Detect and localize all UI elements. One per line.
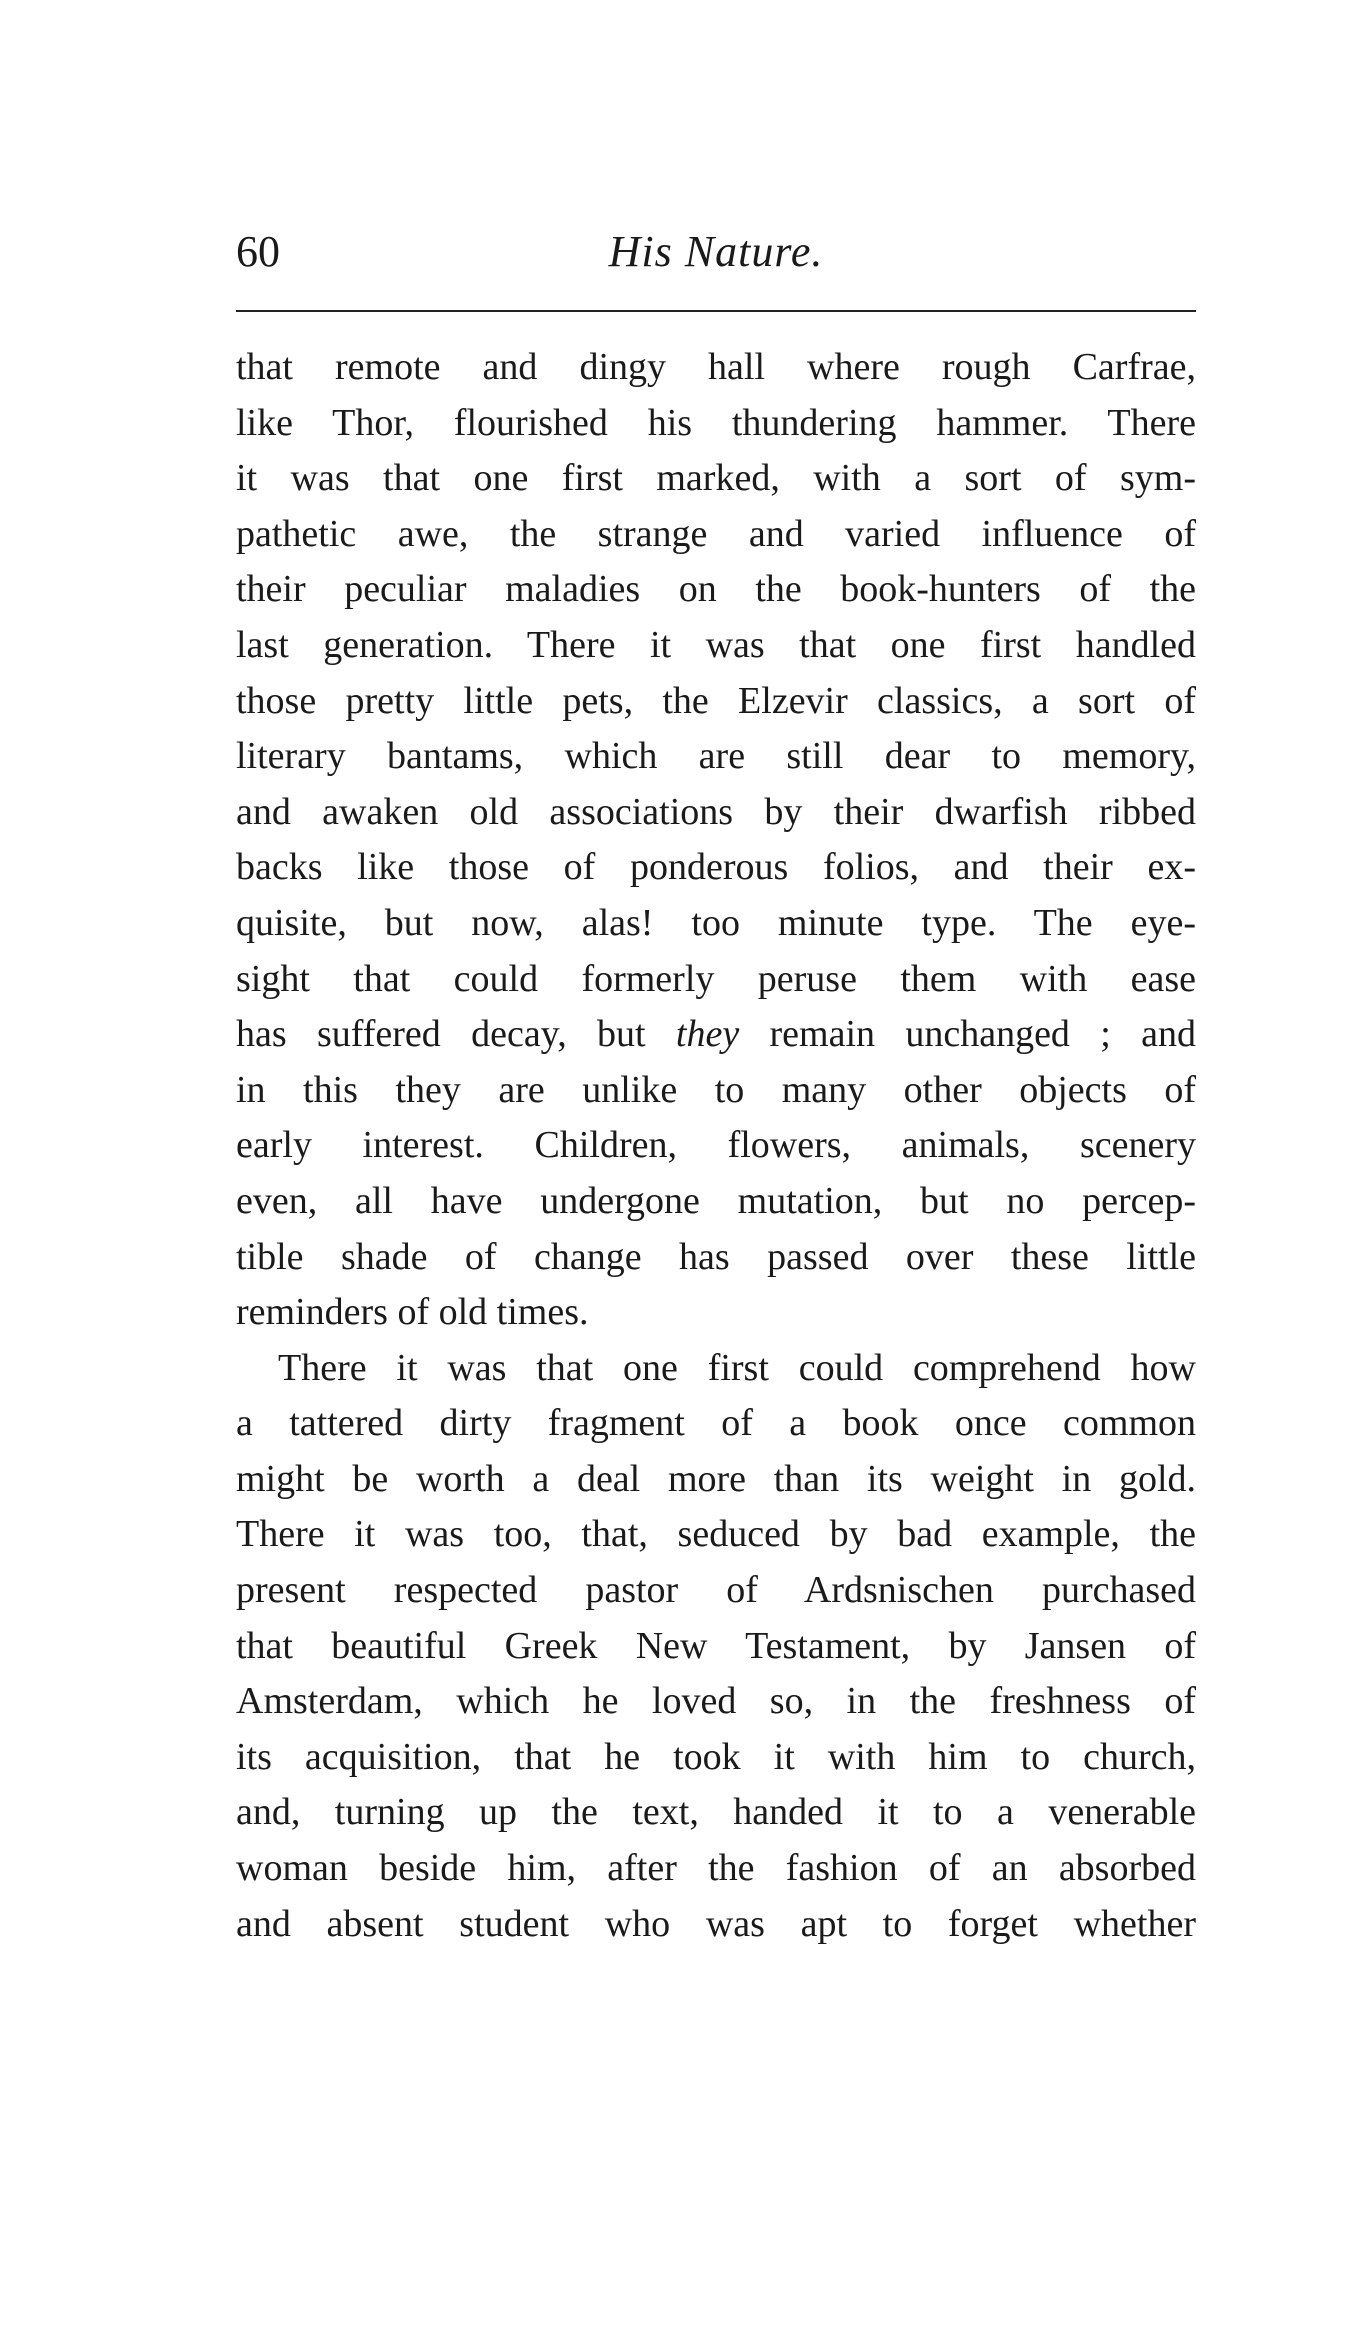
running-head xyxy=(236,222,1196,292)
text-line: a tattered dirty fragment of a book once common xyxy=(236,1402,1196,1445)
text-line: and awaken old associations by their dwarfish ribbed xyxy=(236,790,1196,833)
text-line: that beautiful Greek New Testament, by Jansen of xyxy=(236,1624,1196,1667)
text-line: like Thor, flourished his thundering hammer. There xyxy=(236,401,1196,444)
text-line: present respected pastor of Ardsnischen purchased xyxy=(236,1569,1196,1612)
text-line: and absent student who was apt to forget whether xyxy=(236,1902,1196,1945)
text-line: their peculiar maladies on the book-hunters of the xyxy=(236,568,1196,611)
paragraph-start-line: There it was that one first could comprehend how xyxy=(278,1346,1196,1389)
text-segment: has suffered decay, but xyxy=(236,1013,676,1056)
text-line: pathetic awe, the strange and varied influence of xyxy=(236,512,1196,555)
text-line: woman beside him, after the fashion of an absorbed xyxy=(236,1847,1196,1890)
text-line: Amsterdam, which he loved so, in the freshness of xyxy=(236,1680,1196,1723)
text-line: those pretty little pets, the Elzevir classics, a sort of xyxy=(236,679,1196,722)
text-line-with-emphasis xyxy=(236,1007,1196,1063)
text-line: and, turning up the text, handed it to a venerable xyxy=(236,1791,1196,1834)
text-line: tible shade of change has passed over these little xyxy=(236,1235,1196,1278)
running-title: His Nature. xyxy=(608,227,824,276)
text-line: quisite, but now, alas! too minute type. The eye- xyxy=(236,901,1196,944)
page-number: 60 xyxy=(236,227,280,276)
text-line: early interest. Children, flowers, animals, scenery xyxy=(236,1124,1196,1167)
text-segment: remain unchanged ; and xyxy=(739,1013,1196,1056)
body-text xyxy=(236,340,1196,1952)
text-line: it was that one first marked, with a sort of sym- xyxy=(236,457,1196,500)
text-line: in this they are unlike to many other objects of xyxy=(236,1068,1196,1111)
header-rule xyxy=(236,310,1196,312)
paragraph-end-line: reminders of old times. xyxy=(236,1291,589,1334)
text-line: sight that could formerly peruse them with ease xyxy=(236,957,1196,1000)
text-line: literary bantams, which are still dear to memory, xyxy=(236,735,1196,778)
emphasized-word: they xyxy=(675,1013,740,1056)
text-line: backs like those of ponderous folios, and their ex- xyxy=(236,846,1196,889)
text-line: that remote and dingy hall where rough Carfrae, xyxy=(236,346,1196,388)
text-line: might be worth a deal more than its weight in gold. xyxy=(236,1457,1196,1500)
text-line: last generation. There it was that one first handled xyxy=(236,623,1196,666)
text-line: its acquisition, that he took it with him to church, xyxy=(236,1735,1196,1778)
text-line: even, all have undergone mutation, but no percep- xyxy=(236,1179,1196,1222)
text-line: There it was too, that, seduced by bad example, the xyxy=(236,1513,1196,1556)
